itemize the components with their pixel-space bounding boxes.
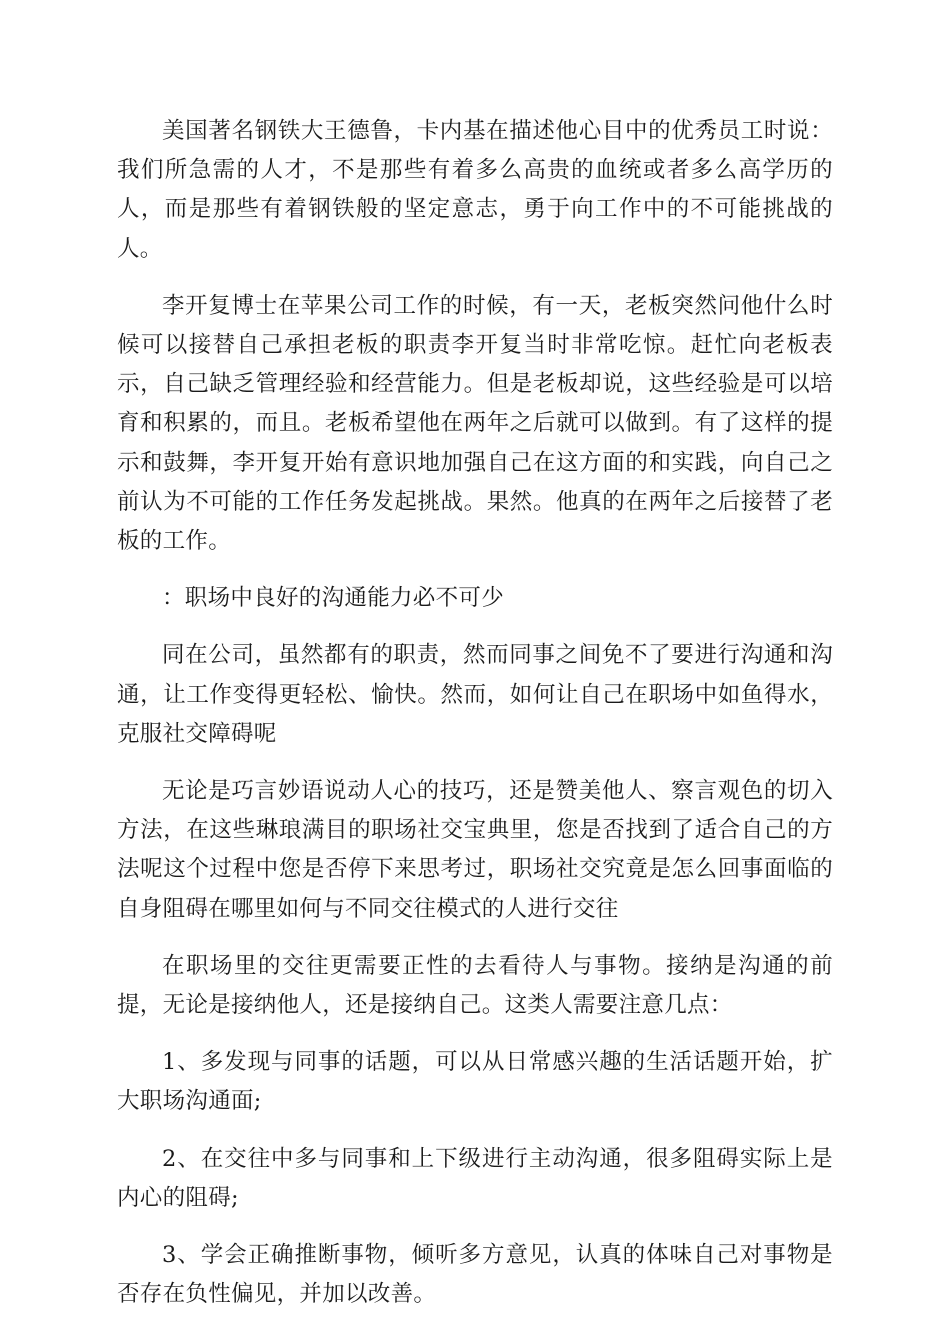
section-heading-communication: ：职场中良好的沟通能力必不可少 — [162, 585, 505, 612]
document-body — [117, 112, 833, 1332]
list-item-tip-2: 2、在交往中多与同事和上下级进行主动沟通，很多阻碍实际上是内心的阻碍; — [117, 1145, 833, 1211]
paragraph-social-skills: 无论是巧言妙语说动人心的技巧，还是赞美他人、察言观色的切入方法，在这些琳琅满目的职场社交宝典里，您是否找到了适合自己的方法呢这个过程中您是否停下来思考过，职场社交究竟是怎么回事面临的自身阻碍在哪里如何与不同交往模式的人进行交往 — [117, 778, 833, 922]
paragraph-carnegie-quote: 美国著名钢铁大王德鲁，卡内基在描述他心目中的优秀员工时说：我们所急需的人才，不是那些有着多么高贵的血统或者多么高学历的人，而是那些有着钢铁般的坚定意志，勇于向工作中的不可能挑战的人。 — [117, 118, 833, 262]
paragraph-colleague-communication: 同在公司，虽然都有的职责，然而同事之间免不了要进行沟通和沟通，让工作变得更轻松、愉快。然而，如何让自己在职场中如鱼得水，克服社交障碍呢 — [117, 642, 833, 747]
list-item-tip-1: 1、多发现与同事的话题，可以从日常感兴趣的生活话题开始，扩大职场沟通面; — [117, 1049, 833, 1115]
list-item-tip-3: 3、学会正确推断事物，倾听多方意见，认真的体味自己对事物是否存在负性偏见，并加以改善。 — [117, 1242, 833, 1308]
paragraph-acceptance: 在职场里的交往更需要正性的去看待人与事物。接纳是沟通的前提，无论是接纳他人，还是接纳自己。这类人需要注意几点： — [117, 952, 833, 1019]
paragraph-kaifu-lee-story: 李开复博士在苹果公司工作的时候，有一天，老板突然问他什么时候可以接替自己承担老板的职责李开复当时非常吃惊。赶忙向老板表示，自己缺乏管理经验和经营能力。但是老板却说，这些经验是可以培育和积累的，而且。老板希望他在两年之后就可以做到。有了这样的提示和鼓舞，李开复开始有意识地加强自己在这方面的和实践，向自己之前认为不可能的工作任务发起挑战。果然。他真的在两年之后接替了老板的工作。 — [117, 292, 833, 555]
